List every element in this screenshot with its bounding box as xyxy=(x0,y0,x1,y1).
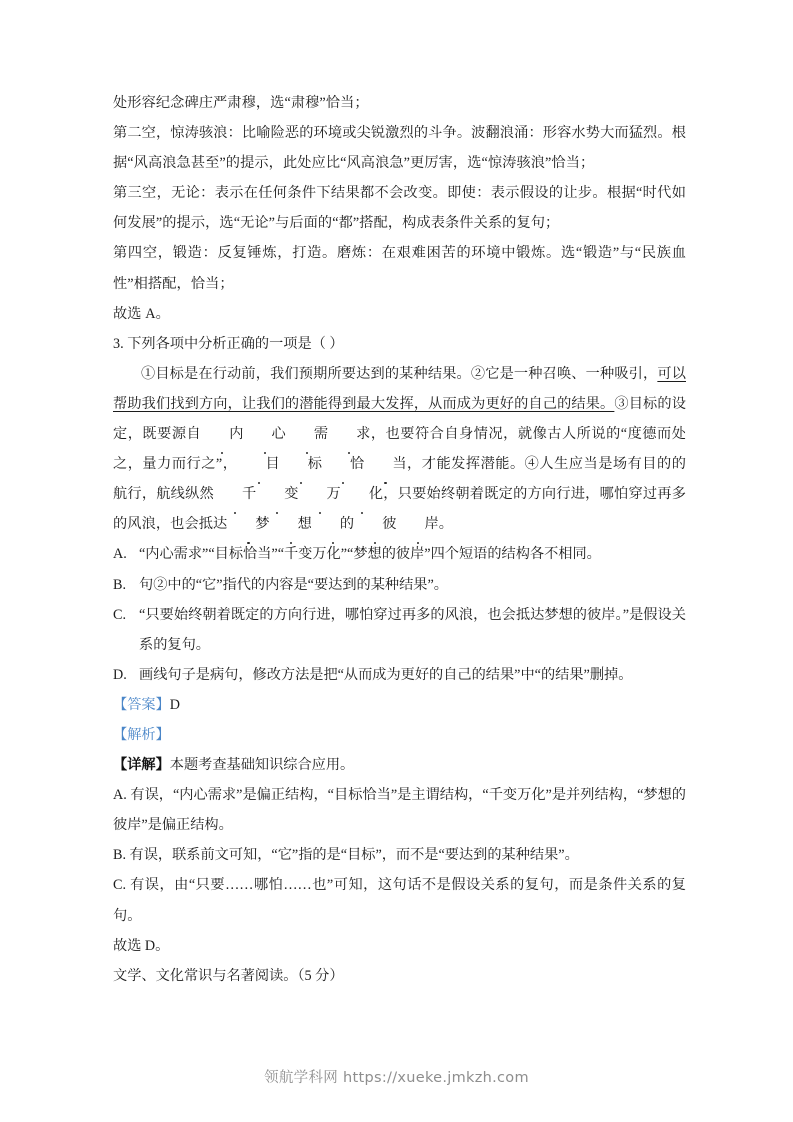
option-b[interactable] xyxy=(113,570,686,600)
emphasis-phrase-3: 千 变 万 化 xyxy=(214,486,383,502)
option-a-label: A. xyxy=(113,546,127,563)
explanation-item-b: B. 有误，联系前文可知，“它”指的是“目标”，而不是“要达到的某种结果”。 xyxy=(113,847,579,864)
passage-segment-5: ，才能发挥潜能。④人生应当是场有目的的航行，航线纵然 xyxy=(113,456,687,503)
explanation-item-c: C. 有误，由“只要……哪怕……也”可知，这句话不是假设关系的复句，而是条件关系的复句。 xyxy=(113,877,686,924)
option-d-label: D. xyxy=(113,666,127,683)
option-c-text: “只要始终朝着既定的方向行进，哪怕穿过再多的风浪，也会抵达梦想的彼岸。”是假设关系的复句。 xyxy=(139,606,686,653)
next-section-heading: 文学、文化常识与名著阅读。（5 分） xyxy=(113,967,344,984)
detail-tag: 【详解】 xyxy=(113,757,170,774)
passage-segment-7: 。 xyxy=(438,516,454,533)
body-line-2: 第二空，惊涛骇浪：比喻险恶的环境或尖锐激烈的斗争。波翻浪涌：形容水势大而猛烈。根据“风高浪急甚至”的提示，此处应比“风高浪急”更厉害，选“惊涛骇浪”恰当； xyxy=(113,125,686,172)
body-line-5-conclusion: 故选 A。 xyxy=(113,305,170,322)
option-d-text: 画线句子是病句，修改方法是把“从而成为更好的自己的结果”中“的结果”删掉。 xyxy=(139,666,633,683)
body-line-4: 第四空，锻造：反复锤炼，打造。磨炼：在艰难困苦的环境中锻炼。选“锻造”与“民族血性”相搭配，恰当； xyxy=(113,245,686,292)
question-passage xyxy=(113,359,686,540)
detail-text: 本题考查基础知识综合应用。 xyxy=(169,757,355,774)
question-number: 3. xyxy=(113,335,124,352)
passage-segment-3: ③目标的设定，既要源自 xyxy=(113,395,686,443)
watermark-site-name: 领航学科网 xyxy=(264,1070,339,1086)
answer-tag: 【答案】 xyxy=(113,696,170,713)
body-line-3: 第三空，无论：表示在任何条件下结果都不会改变。即使：表示假设的让步。根据“时代如何发展”的提示，选“无论”与后面的“都”搭配，构成表条件关系的复句； xyxy=(113,185,686,232)
option-a[interactable] xyxy=(113,539,686,569)
option-c[interactable] xyxy=(113,600,686,660)
detail-line xyxy=(113,750,686,780)
explanation-conclusion: 故选 D。 xyxy=(113,937,170,954)
answer-value: D xyxy=(169,696,181,713)
passage-segment-4: ，也要符合自身情况，就像古人所说的“度德而处之，量力而行之”， xyxy=(113,426,687,473)
option-c-label: C. xyxy=(113,606,127,623)
option-b-label: B. xyxy=(113,576,127,593)
option-d[interactable] xyxy=(113,660,686,690)
explanation-item-a: A. 有误，“内心需求”是偏正结构，“目标恰当”是主谓结构，“千变万化”是并列结构，“梦想的彼岸”是偏正结构。 xyxy=(113,787,686,834)
option-b-text: 句②中的“它”指代的内容是“要达到的某种结果”。 xyxy=(139,576,448,593)
emphasis-phrase-1: 内 心 需 求 xyxy=(201,426,370,442)
analysis-line xyxy=(113,720,686,750)
page-content xyxy=(113,88,686,991)
passage-underlined-clause: 可以帮助我们找到方向，让我们的潜能得到最大发挥，从而成为更好的自己的结果。 xyxy=(113,365,686,412)
emphasis-phrase-4: 梦 想 的 彼 岸 xyxy=(227,516,438,532)
emphasis-phrase-2: 目 标 恰 当 xyxy=(237,456,406,472)
footer-watermark xyxy=(0,1066,793,1087)
question-stem-line xyxy=(113,329,686,359)
question-stem-text: 下列各项中分析正确的一项是（ ） xyxy=(127,335,344,352)
analysis-tag: 【解析】 xyxy=(113,726,170,743)
body-line-1: 处形容纪念碑庄严肃穆，选“肃穆”恰当； xyxy=(113,95,369,111)
answer-line xyxy=(113,690,686,720)
passage-segment-1: ①目标是在行动前，我们预期所要达到的某种结果。②它是一种召唤、一种吸引， xyxy=(141,365,658,382)
option-a-text: “内心需求”“目标恰当”“千变万化”“梦想的彼岸”四个短语的结构各不相同。 xyxy=(139,546,601,563)
watermark-url: https://xueke.jmkzh.com xyxy=(343,1070,529,1086)
passage-segment-6: ，只要始终朝着既定的方向行进，哪怕穿过再多的风浪，也会抵达 xyxy=(113,486,686,533)
